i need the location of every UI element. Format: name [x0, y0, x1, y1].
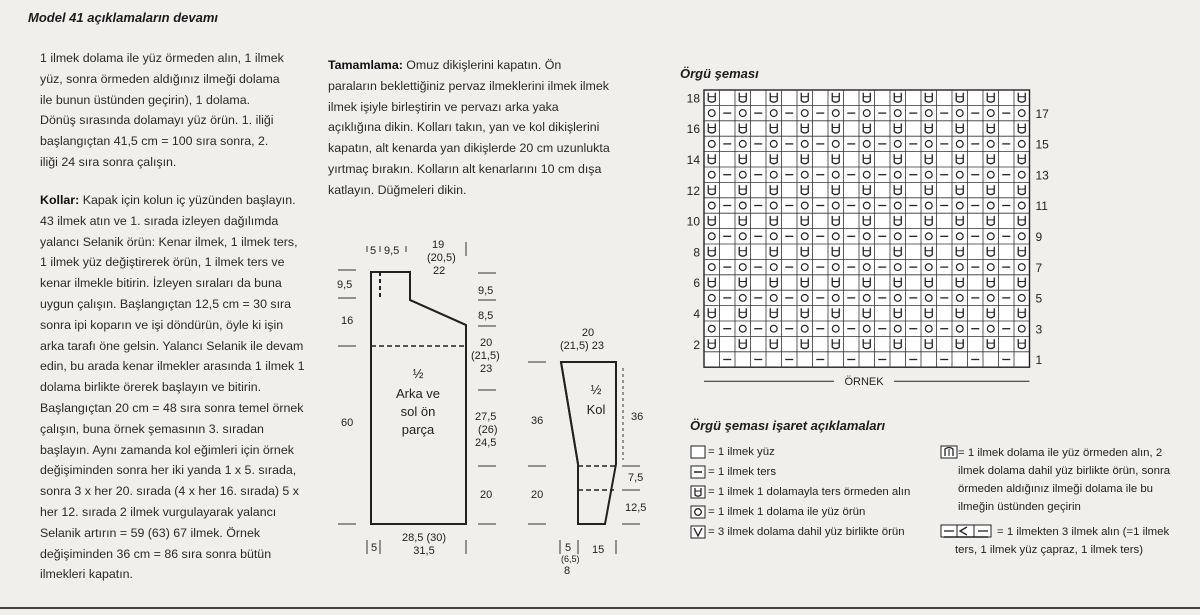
- sleeve-top-1: 20: [581, 327, 595, 339]
- left-intro-text: 1 ilmek dolama ile yüz örmeden alın, 1 ilmek yüz, sonra örmeden aldığınız ilmeği dolama ile bunun üstünden geçirin), 1 dolama. Dönüş sırasında dolamayı yüz örün. 1. iliği başlangıçtan 41,5 cm = 100 sıra sonra, 2. iliği 24 sıra sonra çalışın.: [40, 51, 284, 169]
- sleeve-piece: [528, 327, 646, 577]
- body-label-1: Arka ve: [395, 386, 441, 401]
- body-label-3: parça: [401, 422, 435, 437]
- legend-item-6: = 1 ilmek dolama ile yüz örmeden alın, 2 ilmek dolama dahil yüz birlikte örün, sonra örmeden aldığınız ilmeği dolama ile bu ilmeğin üstünden geçirin: [958, 447, 1171, 513]
- row-number-right: 5: [1035, 291, 1043, 306]
- legend-item-7: = 1 ilmekten 3 ilmek alın (=1 ilmek ters, 1 ilmek yüz çapraz, 1 ilmek ters): [955, 526, 1170, 556]
- legend-symbol-knit-yo: [690, 505, 706, 519]
- dim-top-right-1: 19: [432, 239, 445, 251]
- dim-right-8: 24,5: [475, 437, 497, 449]
- body-half: ½: [412, 366, 424, 381]
- kollar-title: Kollar:: [40, 193, 80, 207]
- sleeve-bottom-2: (6,5): [561, 554, 580, 564]
- dim-right-1: 9,5: [478, 285, 494, 297]
- row-number-left: 8: [693, 245, 700, 260]
- row-number-right: 13: [1035, 168, 1049, 183]
- tamamlama-paragraph: [328, 55, 613, 201]
- row-number-left: 6: [693, 276, 700, 291]
- legend-item-2: = 1 ilmek ters: [708, 466, 777, 478]
- sleeve-label: Kol: [586, 402, 606, 417]
- row-number-right: 17: [1035, 106, 1049, 121]
- sleeve-left-1: 36: [531, 415, 544, 427]
- body-piece: [337, 239, 500, 557]
- row-number-right: 1: [1035, 353, 1043, 368]
- legend-item-1: = 1 ilmek yüz: [708, 446, 775, 458]
- body-label-2: sol ön: [400, 404, 436, 419]
- tamamlama-text: Omuz dikişlerini kapatın. Ön paraların beklettiğiniz pervaz ilmeklerini ilmek ilmek ilmek işiyle birleştirin ve pervazı arka yaka açıklığına dikin. Kolları takın, yan ve kol dikişlerini kapatın, alt kenarda yan dikişlerde 20 cm uzunlukta yırtmaç bırakın. Kolların alt kenarlarını 10 cm dışa katlayın. Düğmeleri dikin.: [328, 58, 610, 197]
- row-number-right: 15: [1035, 137, 1049, 152]
- dim-right-5: 23: [480, 363, 493, 375]
- dim-top-right-3: 22: [433, 265, 446, 277]
- row-number-left: 4: [693, 307, 700, 321]
- tamamlama-title: Tamamlama:: [328, 58, 403, 72]
- row-number-left: 2: [693, 337, 700, 352]
- dim-left-1: 9,5: [337, 279, 353, 291]
- dim-bottom-1: 28,5 (30): [401, 532, 447, 544]
- legend-title: Örgü şeması işaret açıklamaları: [690, 418, 886, 433]
- sleeve-left-2: 20: [531, 489, 544, 501]
- legend-item-5: = 3 ilmek dolama dahil yüz birlikte örün: [708, 526, 905, 538]
- page-header: [0, 0, 1200, 40]
- sleeve-half: ½: [590, 382, 602, 397]
- row-number-left: 16: [686, 122, 700, 137]
- dim-right-9: 20: [480, 489, 493, 501]
- dim-left-3: 60: [341, 417, 354, 429]
- dim-right-7: (26): [478, 424, 498, 436]
- row-number-right: 11: [1035, 199, 1048, 214]
- dim-bottom-2: 31,5: [413, 545, 435, 557]
- legend-item-4: = 1 ilmek 1 dolama ile yüz örün: [708, 506, 866, 518]
- row-number-left: 14: [686, 153, 700, 167]
- repeat-label: ÖRNEK: [844, 376, 884, 389]
- dim-top-right-2: (20,5): [427, 252, 456, 264]
- dim-right-2: 8,5: [478, 310, 494, 322]
- sleeve-bottom-4: 15: [592, 544, 605, 556]
- legend-symbol-purl: [690, 465, 706, 479]
- row-number-left: 18: [686, 91, 700, 106]
- dim-left-2: 16: [341, 315, 354, 327]
- dim-right-3: 20: [480, 337, 493, 349]
- dim-right-4: (21,5): [471, 350, 500, 362]
- legend-item-3: = 1 ilmek 1 dolamayla ters örmeden alın: [708, 486, 911, 498]
- row-number-right: 7: [1035, 260, 1043, 275]
- sleeve-bottom-3: 8: [564, 565, 571, 577]
- sleeve-right-2: 7,5: [628, 472, 644, 484]
- kollar-paragraph: [40, 190, 305, 585]
- row-number-left: 10: [686, 214, 700, 229]
- dim-right-6: 27,5: [475, 411, 497, 423]
- sleeve-top-2: (21,5) 23: [559, 340, 605, 352]
- bottom-rule: [0, 607, 1200, 609]
- page-title: Model 41 açıklamaların devamı: [28, 10, 219, 25]
- knitting-chart: [670, 86, 1060, 398]
- sleeve-right-1: 36: [631, 411, 644, 423]
- legend-symbol-slip-yo: [690, 485, 706, 499]
- sleeve-bottom-1: 5: [565, 542, 572, 554]
- row-number-left: 12: [686, 183, 700, 198]
- row-number-right: 9: [1035, 230, 1043, 244]
- kollar-text: Kapak için kolun iç yüzünden başlayın. 43 ilmek atın ve 1. sırada izleyen dağılımda yalancı Selanik örün: Kenar ilmek, 1 ilmek ters, 1 ilmek yüz değiştirerek örün, 1 ilmek ters ve kenar ilmekle bitirin. İzleyen sıraları da buna uygun çalışın. Başlangıçtan 12,5 cm = 30 sıra sonra ipi koparın ve işi döndürün, öyle ki işin arka tarafı öne gelsin. Yalancı Selanik ile devam edin, bu arada kenar ilmekler arasında 1 ilmek 1 dolama birlikte örerek başlayın ve bitirin. Başlangıçtan 20 cm = 48 sıra sonra temel örnek çalışın, buna örnek şemasının 3. sıradan başlayın. Aynı zamanda kol eğimleri için örnek değişiminden sonra her iki yanda 1 x 5. sırada, sonra 3 x her 20. sırada (4 x her 16. sırada) 5 x her 12. sırada 2 ilmek vurgulayarak yalancı Selanik artırın = 59 (63) 67 ilmek. Örnek değişiminden 36 cm = 86 sıra sonra bütün ilmekleri kapatın.: [40, 193, 305, 582]
- legend-symbol-knit: [690, 445, 706, 459]
- dim-top-2: 9,5: [384, 245, 400, 257]
- legend-symbol-k3tog: [690, 525, 706, 539]
- dim-bottom-left: 5: [371, 542, 378, 554]
- chart-title: Örgü şeması: [680, 66, 759, 81]
- schematic-diagram: [320, 228, 665, 583]
- sleeve-right-3: 12,5: [625, 502, 647, 514]
- row-number-right: 3: [1035, 322, 1043, 337]
- dim-top-1: 5: [370, 245, 377, 257]
- legend-symbol-sk2p: [940, 445, 958, 459]
